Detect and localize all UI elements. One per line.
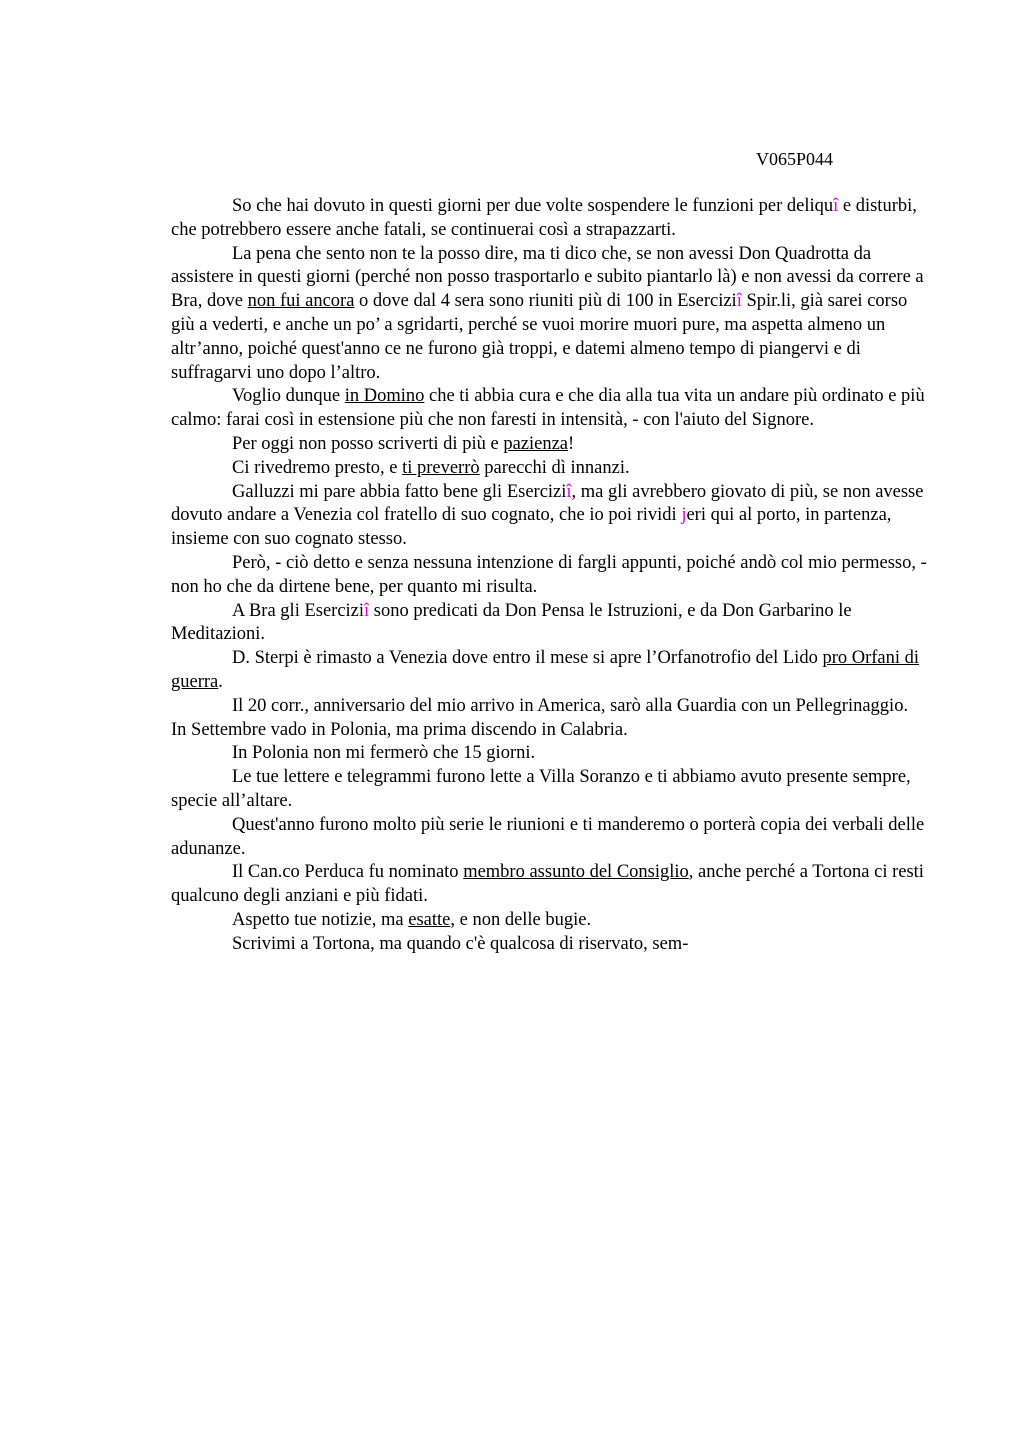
paragraph bbox=[171, 481, 927, 552]
underlined-text: pazienza bbox=[503, 433, 569, 454]
paragraph bbox=[171, 243, 927, 386]
text-run: A Bra gli Esercizi bbox=[232, 600, 365, 621]
letter-body bbox=[171, 195, 927, 957]
paragraph bbox=[171, 766, 927, 814]
page-code: V065P044 bbox=[756, 149, 834, 169]
text-run: parecchi dì innanzi. bbox=[479, 457, 630, 478]
text-run: Quest'anno furono molto più serie le riunioni e ti manderemo o porterà copia dei verbali delle adunanze. bbox=[171, 814, 925, 859]
highlighted-glyph: î bbox=[364, 600, 370, 621]
paragraph bbox=[171, 195, 927, 243]
text-run: So che hai dovuto in questi giorni per due volte sospendere le funzioni per deliqu bbox=[232, 196, 834, 216]
text-run: Il Can.co Perduca fu nominato bbox=[232, 862, 464, 883]
text-run: Per oggi non posso scriverti di più e bbox=[232, 433, 504, 454]
text-run: sono predicati da Don Pensa le Istruzioni, e da Don Garbarino le Meditazioni. bbox=[171, 600, 852, 645]
paragraph bbox=[171, 695, 927, 743]
text-run: Aspetto tue notizie, ma bbox=[232, 909, 409, 930]
text-run: , ma gli avrebbero giovato di più, se non avesse dovuto andare a Venezia col fratello di suo cognato, che io poi rividi bbox=[171, 481, 924, 526]
underlined-text: ti preverrò bbox=[402, 457, 480, 478]
text-run: che ti abbia cura e che dia alla tua vita un andare più ordinato e più calmo: farai così in estensione più che non faresti in intensità, - con l'aiuto del Signore. bbox=[171, 386, 925, 431]
text-run: Galluzzi mi pare abbia fatto bene gli Esercizi bbox=[232, 481, 567, 502]
paragraph bbox=[171, 647, 927, 695]
underlined-text: in Domino bbox=[344, 386, 425, 407]
text-run: eri qui al porto, in partenza, insieme con suo cognato stesso. bbox=[171, 505, 892, 550]
underlined-text: non fui ancora bbox=[247, 291, 355, 312]
underlined-text: membro assunto del Consiglio bbox=[463, 862, 689, 883]
paragraph bbox=[171, 814, 927, 862]
paragraph bbox=[171, 433, 927, 457]
text-run: , anche perché a Tortona ci resti qualcuno degli anziani e più fidati. bbox=[171, 862, 924, 907]
paragraph bbox=[171, 600, 927, 648]
text-run: Le tue lettere e telegrammi furono lette a Villa Soranzo e ti abbiamo avuto presente sempre, specie all’altare. bbox=[171, 767, 911, 811]
paragraph bbox=[171, 861, 927, 909]
paragraph bbox=[171, 909, 927, 933]
paragraph bbox=[171, 742, 927, 766]
text-run: , e non delle bugie. bbox=[450, 909, 592, 930]
text-run: Ci rivedremo presto, e bbox=[232, 457, 403, 478]
text-run: Però, - ciò detto e senza nessuna intenzione di fargli appunti, poiché andò col mio permesso, - non ho che da dirtene bene, per quanto mi risulta. bbox=[171, 552, 927, 597]
text-run: In Polonia non mi fermerò che 15 giorni. bbox=[232, 743, 536, 764]
highlighted-glyph: î bbox=[566, 481, 572, 502]
paragraph bbox=[171, 385, 927, 433]
text-run: Spir.li, già sarei corso giù a vederti, e anche un po’ a sgridarti, perché se vuoi morire muori pure, ma aspetta almeno un altr’anno, poiché quest'anno ce ne furono già troppi, e datemi almeno tempo di piangervi e di suffragarvi uno dopo l’altro. bbox=[171, 291, 908, 383]
paragraph bbox=[171, 552, 927, 600]
highlighted-glyph: î bbox=[833, 196, 839, 216]
underlined-text: pro Orfani di guerra bbox=[171, 648, 920, 692]
highlighted-glyph: j bbox=[681, 505, 687, 526]
text-run: Il 20 corr., anniversario del mio arrivo in America, sarò alla Guardia con un Pellegrinaggio. In Settembre vado in Polonia, ma prima discendo in Calabria. bbox=[171, 695, 909, 740]
paragraph bbox=[171, 933, 927, 957]
text-run: La pena che sento non te la posso dire, ma ti dico che, se non avessi Don Quadrotta da assistere in questi giorni (perché non posso trasportarlo e subito piantarlo là) e non avessi da correre a Bra, dove bbox=[171, 243, 924, 312]
underlined-text: esatte bbox=[408, 909, 451, 930]
text-run: Scrivimi a Tortona, ma quando c'è qualcosa di riservato, sem- bbox=[232, 933, 689, 954]
paragraph bbox=[171, 457, 927, 481]
text-run: e disturbi, che potrebbero essere anche fatali, se continuerai così a strapazzarti. bbox=[171, 196, 917, 240]
highlighted-glyph: î bbox=[736, 291, 742, 312]
text-run: ! bbox=[568, 433, 575, 454]
text-run: . bbox=[218, 671, 223, 692]
text-run: Voglio dunque bbox=[232, 386, 345, 407]
text-run: D. Sterpi è rimasto a Venezia dove entro il mese si apre l’Orfanotrofio del Lido bbox=[232, 648, 823, 669]
text-run: o dove dal 4 sera sono riuniti più di 100 in Esercizi bbox=[354, 291, 737, 312]
